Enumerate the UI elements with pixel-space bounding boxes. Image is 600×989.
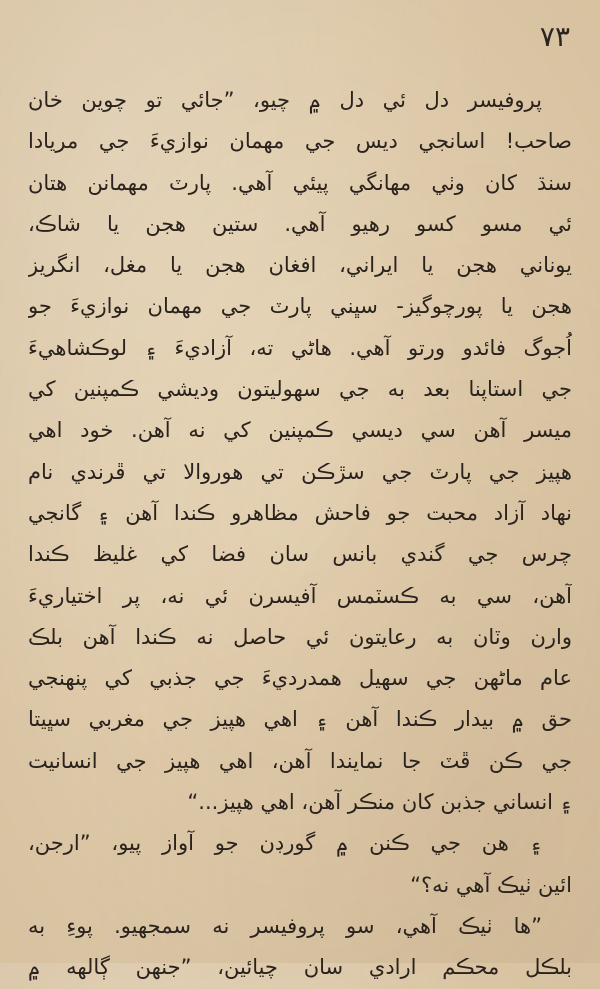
text-line: چرس جي گندي بانس سان فضا کي غليظ ڪندا (28, 542, 572, 567)
text-line: پروفيسر دل ئي دل ۾ چيو، ”جائي تو چوين خان (28, 88, 542, 112)
text-line: سنڌ کان وٺي مهانگي پيئي آهي. پارٽ مهمانن هتان (28, 170, 572, 195)
body-text (28, 80, 572, 989)
text-line: وارن وٽان به رعايتون ئي حاصل نه ڪندا آهن بلڪ (28, 624, 572, 649)
text-line: ۽ انساني جذبن کان منڪر آهن، اهي هپيز...“ (187, 790, 572, 815)
text-line: هپيز جي پارٽ جي سڙڪن تي هوروالا تي ڦرندي نام (28, 459, 572, 484)
text-line: آهن، سي به ڪسٽمس آفيسرن ئي نه، پر اختياريءَ (28, 583, 572, 608)
text-line: بلڪل محڪم ارادي سان چيائين، ”جنهن ڳالهه ۾ (28, 955, 572, 980)
text-line: اُجوگ فائدو ورتو آهي. هاڻي ته، آزاديءَ ۽ لوڪشاهيءَ (28, 335, 572, 360)
text-line: ”ها ٺيڪ آهي، سو پروفيسر نه سمجهيو. پوءِ به (28, 913, 542, 938)
text-line: ۽ هن جي ڪنن ۾ گورڊن جو آواز پيو، ”ارجن، (28, 831, 542, 856)
text-line: نهاد آزاد محبت جو فاحش مظاهرو ڪندا آهن ۽ گانجي (28, 500, 572, 525)
text-line: ائين ٺيڪ آهي نه؟“ (410, 872, 572, 897)
text-line: يوناني هجن يا ايراني، افغان هجن يا مغل، انگريز (28, 253, 572, 278)
text-line: جي استاپنا بعد به جي سهوليتون وديشي ڪمپنين کي (28, 377, 572, 402)
text-line: عام ماڻهن جي سهيل همدرديءَ جي جذبي کي پنهنجي (28, 666, 572, 691)
text-line: حق ۾ بيدار ڪندا آهن ۽ اهي هپيز جي مغربي سڀيتا (28, 707, 572, 732)
page-number: ٧٣ (539, 20, 570, 53)
text-line: ئي مسو کسو رهيو آهي. ستين هجن يا شاڪ، (28, 211, 572, 236)
text-line: جي ڪن ڦٽ جا نمايندا آهن، اهي هپيز جي انسانيت (28, 748, 572, 773)
text-line: ميسر آهن سي ديسي ڪمپنين کي نه آهن. خود اهي (28, 418, 572, 443)
text-line: هجن يا پورچوگيز- سڀني پارٽ جي مهمان نوازيءَ جو (28, 294, 572, 319)
text-line: صاحب! اسانجي ديس جي مهمان نوازيءَ جي مريادا (28, 129, 572, 154)
